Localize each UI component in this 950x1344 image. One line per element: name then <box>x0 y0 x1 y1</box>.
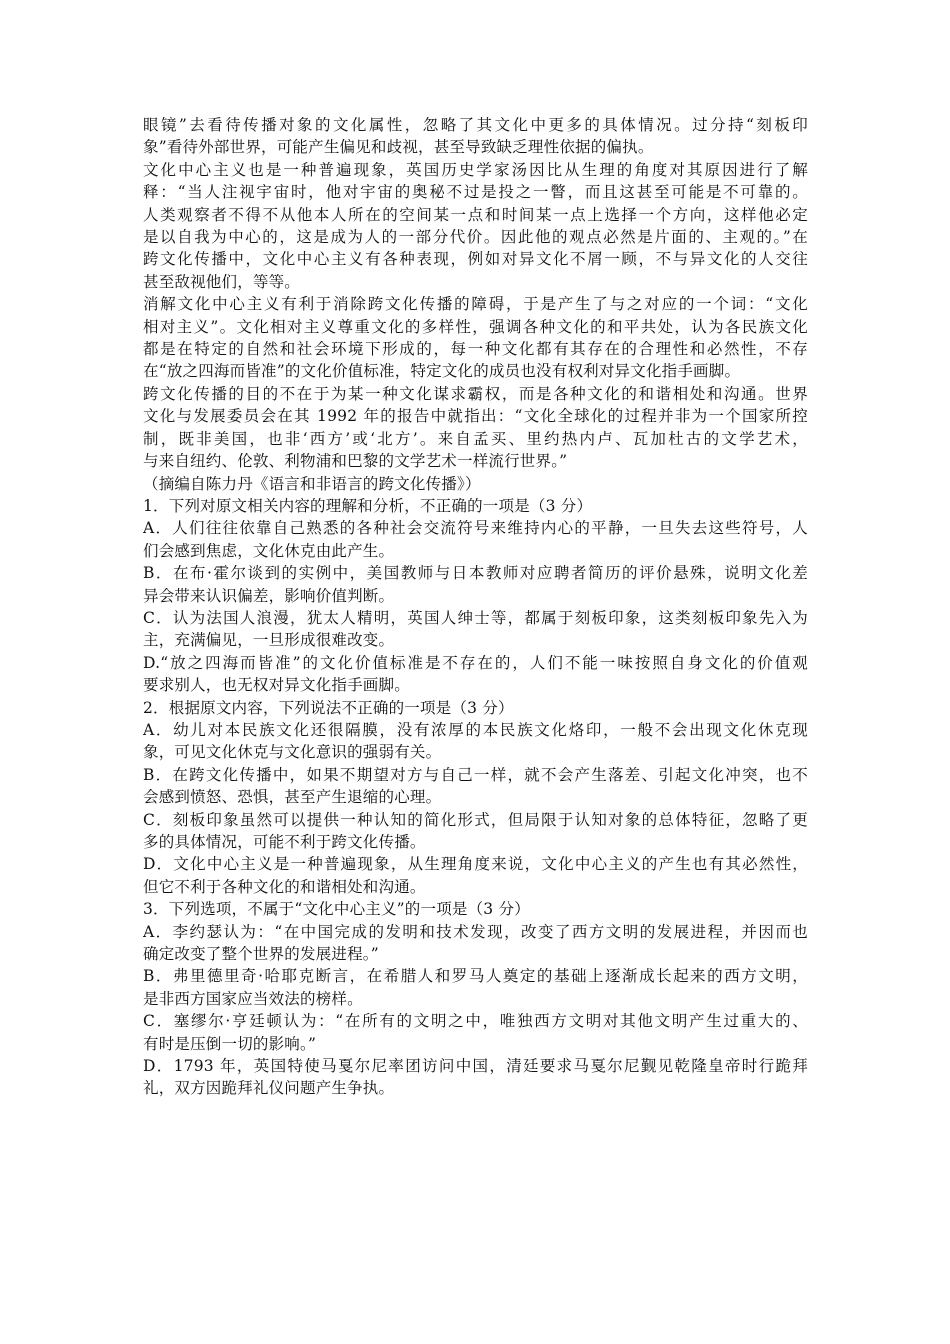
text-line: 文化中心主义也是一种普遍现象，英国历史学家汤因比从生理的角度对其原因进行了解 <box>143 160 808 179</box>
text-line: D．文化中心主义是一种普遍现象，从生理角度来说，文化中心主义的产生也有其必然性， <box>143 855 808 874</box>
text-line: 1．下列对原文相关内容的理解和分析，不正确的一项是（3 分） <box>143 496 593 515</box>
text-line: 但它不利于各种文化的和谐相处和沟通。 <box>143 877 426 896</box>
text-line: 主，充满偏见，一旦形成很难改变。 <box>143 631 395 650</box>
text-line: C．认为法国人浪漫，犹太人精明，英国人绅士等，都属于刻板印象，这类刻板印象先入为 <box>143 608 808 627</box>
text-line: （摘编自陈力丹《语言和非语言的跨文化传播》） <box>143 474 481 493</box>
text-line: 会感到愤怒、恐惧，甚至产生退缩的心理。 <box>143 788 442 807</box>
text-line: 异会带来认识偏差，影响价值判断。 <box>143 586 395 605</box>
text-line: 是非西方国家应当效法的榜样。 <box>143 989 363 1008</box>
text-line: 礼，双方因跪拜礼仪问题产生争执。 <box>143 1079 395 1098</box>
text-line: 跨文化传播的目的不在于为某一种文化谋求霸权，而是各种文化的和谐相处和沟通。世界 <box>143 384 808 403</box>
text-line: 相对主义”。文化相对主义尊重文化的多样性，强调各种文化的和平共处，认为各民族文化 <box>143 317 808 336</box>
text-line: A．人们往往依靠自己熟悉的各种社会交流符号来维持内心的平静，一旦失去这些符号，人 <box>143 519 808 538</box>
text-line: 2．根据原文内容，下列说法不正确的一项是（3 分） <box>143 698 514 717</box>
document-body <box>143 114 808 1100</box>
text-line: 是以自我为中心的，这是成为人的一部分代价。因此他的观点必然是片面的、主观的。”在 <box>143 228 808 247</box>
text-line: 确定改变了整个世界的发展进程。” <box>143 945 379 964</box>
text-line: 人类观察者不得不从他本人所在的空间某一点和时间某一点上选择一个方向，这样他必定 <box>143 205 808 224</box>
text-line: 在“放之四海而皆准”的文化价值标准，特定文化的成员也没有权利对异文化指手画脚。 <box>143 362 741 381</box>
text-line: 与来自纽约、伦敦、利物浦和巴黎的文学艺术一样流行世界。” <box>143 452 568 471</box>
text-line: B．弗里德里奇·哈耶克断言，在希腊人和罗马人奠定的基础上逐渐成长起来的西方文明， <box>143 967 808 986</box>
text-line: C．刻板印象虽然可以提供一种认知的简化形式，但局限于认知对象的总体特征，忽略了更 <box>143 810 808 829</box>
text-line: 3．下列选项，不属于“文化中心主义”的一项是（3 分） <box>143 900 530 919</box>
text-line: 要求别人，也无权对异文化指手画脚。 <box>143 676 410 695</box>
text-line: 制，既非美国，也非‘西方’或‘北方’。来自孟买、里约热内卢、瓦加杜古的文学艺术， <box>143 429 808 448</box>
text-line: 多的具体情况，可能不利于跨文化传播。 <box>143 833 426 851</box>
text-line: 象，可见文化休克与文化意识的强弱有关。 <box>143 743 442 762</box>
text-line: A．李约瑟认为：“在中国完成的发明和技术发现，改变了西方文明的发展进程，并因而也 <box>143 922 808 941</box>
text-line: D.“放之四海而皆准”的文化价值标准是不存在的，人们不能一味按照自身文化的价值观 <box>143 653 808 672</box>
text-line: D．1793 年，英国特使马戛尔尼率团访问中国，清廷要求马戛尔尼觐见乾隆皇帝时行跪拜 <box>143 1057 808 1076</box>
text-line: 眼镜”去看待传播对象的文化属性，忽略了其文化中更多的具体情况。过分持“刻板印 <box>143 116 808 134</box>
text-line: C．塞缪尔·亨廷顿认为：“在所有的文明之中，唯独西方文明对其他文明产生过重大的、 <box>143 1012 808 1031</box>
text-line: 释：“当人注视宇宙时，他对宇宙的奥秘不过是投之一瞥，而且这甚至可能是不可靠的。 <box>143 183 808 202</box>
text-line: 象”看待外部世界，可能产生偏见和歧视，甚至导致缺乏理性依据的偏执。 <box>143 138 654 157</box>
text-line: 消解文化中心主义有利于消除跨文化传播的障碍，于是产生了与之对应的一个词：“文化 <box>143 295 808 314</box>
text-line: 甚至敌视他们，等等。 <box>143 272 301 291</box>
text-line: 文化与发展委员会在其 1992 年的报告中就指出：“文化全球化的过程并非为一个国家所控 <box>143 407 808 426</box>
text-line: B．在布·霍尔谈到的实例中，美国教师与日本教师对应聘者简历的评价悬殊，说明文化差 <box>143 564 808 583</box>
text-line: 都是在特定的自然和社会环境下形成的，每一种文化都有其存在的合理性和必然性，不存 <box>143 340 808 359</box>
text-line: 跨文化传播中，文化中心主义有各种表现，例如对异文化不屑一顾，不与异文化的人交往 <box>143 250 808 269</box>
text-line: B．在跨文化传播中，如果不期望对方与自己一样，就不会产生落差、引起文化冲突，也不 <box>143 765 808 784</box>
text-line: 们会感到焦虑，文化休克由此产生。 <box>143 541 395 560</box>
text-line: A．幼儿对本民族文化还很隔膜，没有浓厚的本民族文化烙印，一般不会出现文化休克现 <box>143 720 808 739</box>
text-line: 有时是压倒一切的影响。” <box>143 1034 317 1053</box>
